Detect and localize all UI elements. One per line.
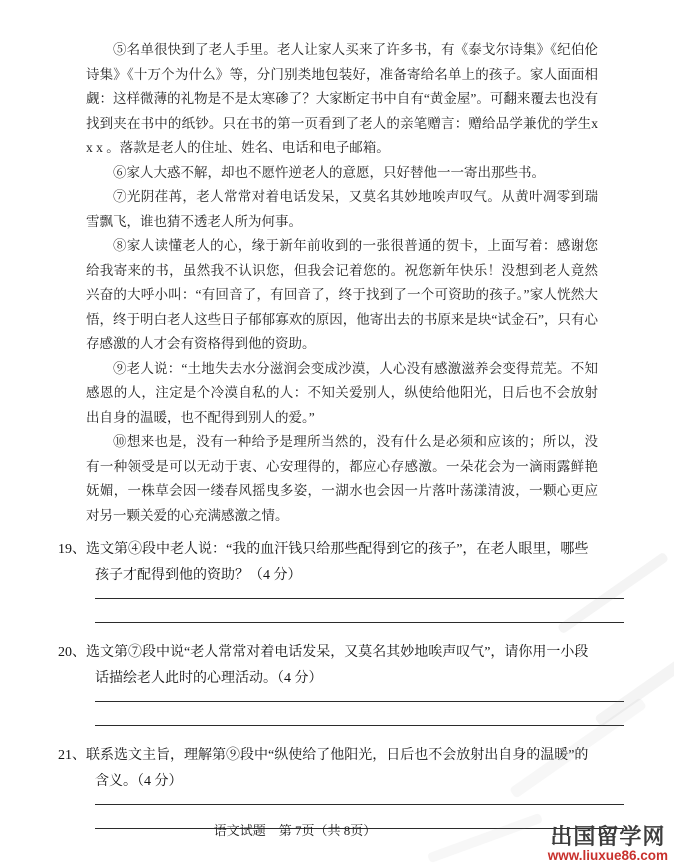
watermark-site-name: 出国留学网 (550, 823, 666, 849)
question-19-text (58, 537, 624, 589)
question-20-body: 选文第⑦段中说“老人常常对着电话发呆，又莫名其妙地唉声叹气”，请你用一小段话描绘老人此时的心理活动。（4 分） (86, 645, 589, 686)
question-21-number: 21、 (58, 748, 86, 763)
passage-paragraph-6: ⑥家人大惑不解，却也不愿忤逆老人的意愿，只好替他一一寄出那些书。 (113, 164, 545, 180)
answer-line (95, 701, 624, 702)
watermark-site-url: www.liuxue86.com (547, 847, 668, 863)
question-section (58, 537, 624, 829)
question-21 (58, 743, 624, 829)
reading-passage (86, 38, 598, 528)
passage-paragraph-10: ⑩想来也是，没有一种给予是理所当然的，没有什么是必须和应该的；所以，没有一种领受是可以无动于衷、心安理得的，都应心存感激。一朵花会为一滴雨露鲜艳妩媚，一株草会因一缕春风摇曳多姿，一湖水也会因一片落叶荡漾清波，一颗心更应对另一颗关爱的心充满感激之情。 (86, 434, 598, 523)
answer-line (95, 725, 624, 726)
page-footer: 语文试题 第 7页（共 8页） (213, 823, 377, 838)
answer-line (95, 598, 624, 599)
passage-paragraph-8: ⑧家人读懂老人的心，缘于新年前收到的一张很普通的贺卡，上面写着：感谢您给我寄来的书，虽然我不认识您，但我会记着您的。祝您新年快乐！没想到老人竟然兴奋的大呼小叫：“有回音了，有回音了，终于找到了一个可资助的孩子。”家人恍然大悟，终于明白老人这些日子郁郁寡欢的原因，他寄出去的书原来是块“试金石”，只有心存感激的人才会有资格得到他的资助。 (86, 238, 598, 351)
question-20-number: 20、 (58, 645, 86, 660)
passage-paragraph-9: ⑨老人说：“土地失去水分滋润会变成沙漠，人心没有感激滋养会变得荒芜。不知感恩的人，注定是个冷漠自私的人：不知关爱别人，纵使给他阳光，日后也不会放射出自身的温暖，也不配得到别人的爱。” (86, 360, 598, 425)
question-20 (58, 640, 624, 726)
passage-paragraph-7: ⑦光阴荏苒，老人常常对着电话发呆，又莫名其妙地唉声叹气。从黄叶凋零到瑞雪飘飞，谁也猜不透老人所为何事。 (86, 189, 598, 229)
site-watermark (548, 825, 668, 863)
answer-line (95, 804, 624, 805)
question-19-number: 19、 (58, 542, 86, 557)
question-21-body: 联系选文主旨，理解第⑨段中“纵使给了他阳光，日后也不会放射出自身的温暖”的含义。（4 分） (86, 748, 589, 789)
passage-paragraph-5: ⑤名单很快到了老人手里。老人让家人买来了许多书，有《泰戈尔诗集》《纪伯伦诗集》《十万个为什么》等，分门别类地包装好，准备寄给名单上的孩子。家人面面相觑：这样微薄的礼物是不是太寒碜了？大家断定书中自有“黄金屋”。可翻来覆去也没有找到夹在书中的纸钞。只在书的第一页看到了老人的亲笔赠言：赠给品学兼优的学生x x x 。落款是老人的住址、姓名、电话和电子邮箱。 (86, 42, 598, 155)
question-19-body: 选文第④段中老人说：“我的血汗钱只给那些配得到它的孩子”，在老人眼里，哪些孩子才配得到他的资助？（4 分） (86, 542, 589, 583)
page-content (58, 38, 624, 829)
question-19 (58, 537, 624, 623)
question-21-text (58, 743, 624, 795)
answer-line (95, 622, 624, 623)
question-20-text (58, 640, 624, 692)
